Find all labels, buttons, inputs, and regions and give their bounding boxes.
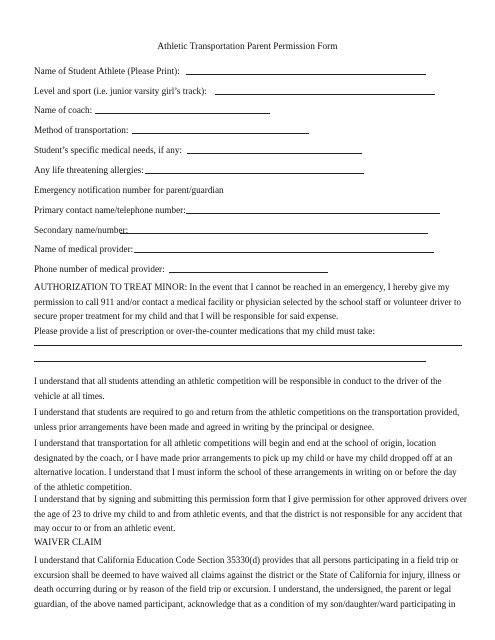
other-drivers-line: the age of 23 to drive my child to and from athletic events, and that the district is not responsible for any accident that [34, 508, 463, 519]
medical-provider-line[interactable] [134, 252, 434, 253]
waiver-line: guardian, of the above named participant, acknowledge that as a condition of my son/daughter/ward participating in [34, 598, 456, 609]
allergies-label: Any life threatening allergies: [34, 165, 144, 175]
coach-name-line[interactable] [95, 113, 270, 114]
medical-needs-line[interactable] [187, 153, 362, 154]
waiver-heading: WAIVER CLAIM [34, 537, 102, 547]
medical-needs-label: Student’s specific medical needs, if any: [34, 145, 182, 155]
transport-method-label: Method of transportation: [34, 125, 129, 135]
waiver-line: excursion shall be deemed to have waived all claims against the district or the State of California for injury, illness or [34, 569, 461, 580]
authorization-line: secure proper treatment for my child and that I will be responsible for said expense. [34, 311, 339, 322]
conduct-paragraph [34, 374, 464, 403]
primary-contact-label: Primary contact name/telephone number: [34, 205, 186, 215]
emergency-number-label: Emergency notification number for parent/guardian [34, 185, 224, 195]
origin-paragraph [34, 436, 464, 494]
student-name-line[interactable] [186, 74, 426, 75]
secondary-contact-line[interactable] [120, 233, 428, 234]
origin-line: designated by the coach, or I have made prior arrangements to pick up my child or have my child dropped off at an [34, 452, 453, 463]
return-trip-line: I understand that students are required to go and return from the athletic competitions on the transportation provided, [34, 407, 460, 417]
other-drivers-paragraph [34, 492, 467, 536]
form-title: Athletic Transportation Parent Permission Form [157, 42, 338, 52]
secondary-contact-label: Secondary name/number: [34, 225, 129, 235]
medications-prompt: Please provide a list of prescription or over-the-counter medications that my child must take: [34, 326, 375, 336]
student-name-label: Name of Student Athlete (Please Print): [34, 66, 180, 76]
authorization-line: permission to call 911 and/or contact a medical facility or physician selected by the school staff or volunteer driver to [34, 296, 462, 307]
medications-line-2[interactable] [34, 361, 426, 362]
origin-line: of the athletic competition. [34, 481, 132, 492]
conduct-line: I understand that all students attending an athletic competition will be responsible in conduct to the driver of the [34, 376, 442, 386]
level-sport-line[interactable] [215, 94, 435, 95]
level-sport-label: Level and sport (i.e. junior varsity girl’s track): [34, 86, 207, 96]
provider-phone-line[interactable] [169, 272, 328, 273]
origin-line: alternative location. I understand that I must inform the school of these arrangements in writing on or before the day [34, 467, 457, 478]
other-drivers-line: I understand that by signing and submitting this permission form that I give permission for other approved drivers over [34, 494, 467, 504]
transport-method-line[interactable] [132, 133, 309, 134]
primary-contact-line[interactable] [186, 213, 440, 214]
medical-provider-label: Name of medical provider: [34, 244, 134, 254]
conduct-line: vehicle at all times. [34, 390, 105, 401]
waiver-paragraph [34, 553, 464, 611]
provider-phone-label: Phone number of medical provider: [34, 264, 165, 274]
return-trip-line: unless prior arrangements have been made and agreed in writing by the principal or designee. [34, 421, 375, 432]
medications-line-1[interactable] [34, 345, 462, 346]
return-trip-paragraph [34, 405, 464, 434]
coach-name-label: Name of coach: [34, 105, 93, 115]
waiver-line: I understand that California Education Code Section 35330(d) provides that all persons participating in a field trip or [34, 555, 459, 565]
waiver-line: death occurring during or by reason of the field trip or excursion. I understand, the undersigned, the parent or legal [34, 584, 452, 595]
authorization-line: AUTHORIZATION TO TREAT MINOR: In the event that I cannot be reached in an emergency, I hereby give my [34, 282, 450, 292]
allergies-line[interactable] [145, 173, 364, 174]
other-drivers-line: may occur to or from an athletic event. [34, 523, 176, 534]
authorization-paragraph [34, 280, 464, 324]
origin-line: I understand that transportation for all athletic competitions will begin and end at the school of origin, location [34, 438, 437, 448]
